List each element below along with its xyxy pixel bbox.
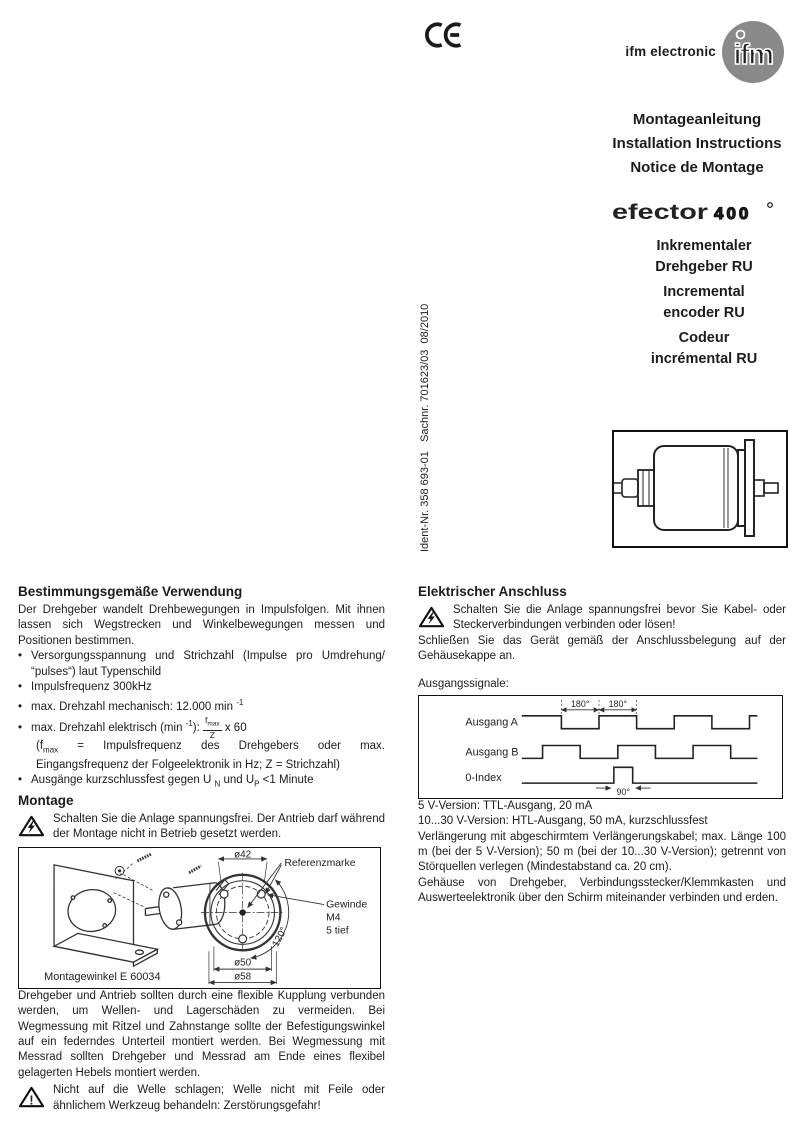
bullet-mechanical-speed: • max. Drehzahl mechanisch: 12.000 min $^{-1}$ bbox=[18, 698, 244, 714]
dim-58-label: ø58 bbox=[234, 971, 252, 983]
section-heading-electrical: Elektrischer Anschluss bbox=[418, 584, 567, 599]
fmax-fraction: $\frac{f_{max}}{Z}$ bbox=[205, 715, 220, 740]
bullet-frequency: • Impulsfrequenz 300kHz bbox=[18, 681, 152, 694]
brand-name: ifm electronic bbox=[625, 44, 716, 59]
montage-body-text: Drehgeber und Antrieb sollten durch eine flexible Kupplung verbunden werden, um Wellen- und Lagerschäden zu vermeiden. Bei Wegmessung mit Ritzel und Zahnstange sollte der Befestigungswinkel auf ein federndes Unterteil montiert werden. Bei Wegmessung mit Messrad sollten Drehgeber und Messrad am Ende eines flexibel gelagerten Hebels montiert werden. bbox=[18, 989, 385, 1079]
efector-logo-text: efector bbox=[612, 201, 708, 224]
electrical-warning bbox=[418, 603, 786, 634]
ifm-logo-letters: ifm bbox=[733, 39, 773, 71]
encoder-drawing bbox=[145, 880, 228, 931]
product-title-en-2: encoder RU bbox=[663, 304, 745, 321]
screws-drawing bbox=[137, 854, 201, 873]
efector-400-logo bbox=[610, 198, 782, 230]
shaft-warning-text: Nicht auf die Welle schlagen; Welle nicht mit Feile oder ähnlichem Werkzeug behandeln: Zerstörungsgefahr! bbox=[53, 1084, 385, 1112]
deg-180-right-label: 180° bbox=[608, 698, 628, 709]
product-title-fr-2: incrémental RU bbox=[650, 350, 758, 367]
svg-text:!: ! bbox=[29, 1093, 34, 1108]
reference-mark-label: Referenzmarke bbox=[284, 857, 356, 869]
product-image bbox=[612, 430, 788, 548]
product-title-de-1: Inkrementaler bbox=[656, 238, 752, 254]
waveform-index bbox=[522, 767, 758, 783]
deg-90-label: 90° bbox=[616, 786, 630, 796]
encoder-face-dimension-drawing bbox=[201, 849, 367, 984]
channel-a-label: Ausgang A bbox=[465, 716, 518, 729]
bullet-electrical-note: ($f_{max}$ = Impulsfrequenz des Drehgebers oder max. Eingangsfrequenz der Folgeelektronik in Hz; Z = Strichzahl) bbox=[36, 740, 385, 771]
doc-title-fr: Notice de Montage bbox=[630, 159, 764, 176]
montage-warning-text: Schalten Sie die Anlage spannungsfrei. Der Antrieb darf während der Montage nicht in Betrieb gesetzt werden. bbox=[53, 812, 385, 841]
dim-42-label: ø42 bbox=[234, 849, 252, 861]
waveform-a bbox=[522, 716, 758, 729]
section-heading-montage: Montage bbox=[18, 792, 74, 808]
product-title-fr-1: Codeur bbox=[678, 330, 730, 346]
exclamation-warning-icon bbox=[18, 1083, 46, 1114]
connection-paragraph: Schließen Sie das Gerät gemäß der Anschlussbelegung auf der Gehäusekappe an. bbox=[418, 635, 786, 663]
intended-use-intro: Der Drehgeber wandelt Drehbewegungen in Impulsfolgen. Mit ihnen lassen sich Wegstrecken und Winkelbewegungen messen und Positionen bestimmen. bbox=[18, 604, 385, 647]
ifm-logo-icon bbox=[721, 20, 785, 89]
bullet-supply: • Versorgungsspannung und Strichzahl (Impulse pro Umdrehung/ “pulses“) laut Typenschild bbox=[18, 650, 385, 678]
product-title-en-1: Incremental bbox=[663, 284, 745, 300]
deg-180-left-label: 180° bbox=[570, 698, 590, 709]
channel-index-label: 0-Index bbox=[465, 771, 502, 784]
thread-label-1: Gewinde bbox=[326, 899, 368, 911]
doc-title-de: Montageanleitung bbox=[632, 111, 762, 128]
electrical-warning-text: Schalten Sie die Anlage spannungsfrei bevor Sie Kabel- oder Steckerverbindungen verbinden oder lösen! bbox=[453, 604, 786, 632]
bullet-short-circuit: • Ausgänge kurzschlussfest gegen U $_N$ und $U_P <1$ Minute bbox=[18, 774, 314, 789]
version-10v-line: 10...30 V-Version: HTL-Ausgang, 50 mA, kurzschlussfest bbox=[418, 815, 708, 828]
bracket-label: Montagewinkel E 60034 bbox=[44, 970, 161, 983]
angle-120-label: 120° bbox=[270, 925, 290, 949]
efector-series-text: 400 bbox=[714, 204, 752, 223]
ce-mark-icon bbox=[417, 20, 463, 55]
montage-diagram bbox=[18, 847, 381, 989]
montage-warning bbox=[18, 812, 385, 843]
ident-number-vertical: Ident-Nr. 358 693-01 Sachnr. 701623/03 08/2010 bbox=[419, 303, 431, 552]
doc-title-en: Installation Instructions bbox=[612, 135, 782, 152]
product-title-de-2: Drehgeber RU bbox=[655, 258, 753, 275]
section-heading-intended-use: Bestimmungsgemäße Verwendung bbox=[18, 584, 243, 599]
left-column bbox=[18, 583, 385, 1114]
electrical-hazard-icon bbox=[418, 603, 446, 634]
dim-50-label: ø50 bbox=[234, 957, 252, 969]
mounting-bracket-drawing bbox=[54, 854, 229, 966]
electrical-hazard-icon bbox=[18, 812, 46, 843]
version-5v-line: 5 V-Version: TTL-Ausgang, 20 mA bbox=[418, 799, 593, 812]
right-column bbox=[418, 583, 786, 907]
output-signal-diagram bbox=[418, 695, 783, 799]
thread-label-3: 5 tief bbox=[326, 925, 349, 937]
product-title-block bbox=[604, 236, 802, 374]
waveform-b bbox=[522, 745, 758, 758]
bullet-electrical-speed: • max. Drehzahl elektrisch (min $^{-1}$): $\frac{f_{max}}{Z}$ x 60 ($f_{max}$ = Impulsfrequenz des Drehgebers oder max. Eingangsfrequenz der Folgeelektronik in Hz; Z = Strichzahl) bbox=[18, 716, 385, 773]
channel-b-label: Ausgang B bbox=[465, 746, 519, 759]
intended-use-bullets bbox=[18, 649, 385, 792]
extension-paragraph: Verlängerung mit abgeschirmtem Verlängerungskabel; max. Länge 100 m (bei der 5 V-Version); 50 m (bei der 10...30 V-Version); getrennt von Störquellen verlegen (Mindestabstand ca. 20 cm). bbox=[418, 830, 786, 874]
output-signals-label: Ausgangssignale: bbox=[418, 677, 509, 690]
document-title-block bbox=[597, 108, 797, 180]
shield-paragraph: Gehäuse von Drehgeber, Verbindungsstecker/Klemmkasten und Auswerteelektronik über den Schirm miteinander verbinden und erden. bbox=[418, 876, 786, 905]
thread-label-2: M4 bbox=[326, 912, 341, 924]
shaft-warning bbox=[18, 1083, 385, 1114]
